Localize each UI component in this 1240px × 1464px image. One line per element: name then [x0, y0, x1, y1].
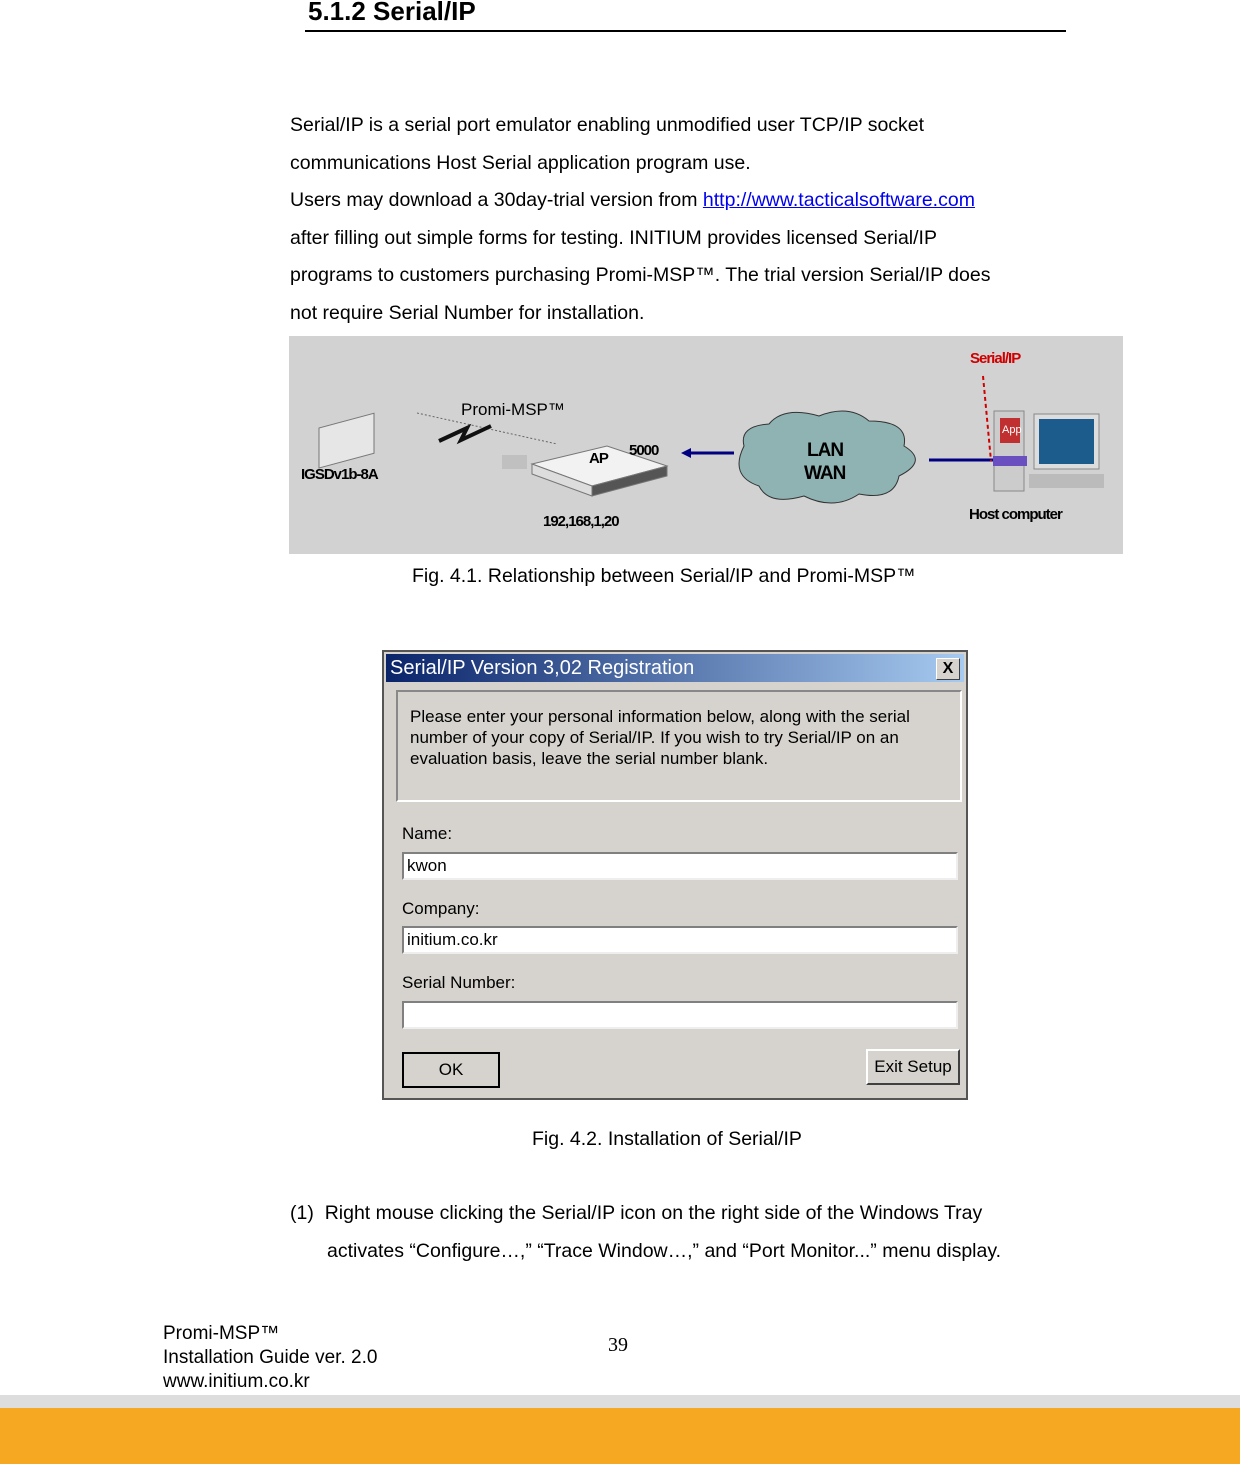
- figure-caption: Fig. 4.2. Installation of Serial/IP: [532, 1128, 802, 1150]
- company-input[interactable]: initium.co.kr: [402, 926, 958, 954]
- serial-number-label: Serial Number:: [402, 973, 516, 992]
- figure-caption: Fig. 4.1. Relationship between Serial/IP and Promi-MSP™: [412, 565, 916, 587]
- footer-guide: Installation Guide ver. 2.0: [163, 1347, 378, 1368]
- intro-line: Serial/IP is a serial port emulator enabling unmodified user TCP/IP socket: [290, 114, 925, 136]
- intro-line: not require Serial Number for installation.: [290, 301, 645, 324]
- app-label: App: [1002, 424, 1022, 436]
- host-computer-icon: [993, 411, 1104, 491]
- dialog-titlebar: [386, 654, 964, 682]
- ap-label: AP: [589, 450, 608, 467]
- footer-band-orange: [0, 1408, 1240, 1464]
- port-label: 5000: [629, 442, 659, 459]
- serialip-pointer: [983, 376, 991, 461]
- dialog-title: Serial/IP Version 3,02 Registration: [390, 657, 695, 679]
- registration-dialog: [382, 650, 968, 1100]
- step-line: activates “Configure…,” “Trace Window…,” and “Port Monitor...” menu display.: [327, 1239, 1002, 1262]
- serial-number-input[interactable]: [402, 1001, 958, 1029]
- section-heading: 5.1.2 Serial/IP: [308, 0, 476, 26]
- tacticalsoftware-link[interactable]: http://www.tacticalsoftware.com: [702, 189, 975, 211]
- step-line: [290, 1195, 1090, 1233]
- lightning-icon: [439, 426, 491, 441]
- step-number: (1): [290, 1202, 314, 1224]
- footer-product: Promi-MSP™: [163, 1323, 280, 1344]
- footer-band-gray: [0, 1395, 1240, 1408]
- serialip-label: Serial/IP: [970, 350, 1021, 367]
- device-label: IGSDv1b-8A: [301, 466, 378, 483]
- footer-site: www.initium.co.kr: [163, 1371, 310, 1392]
- intro-paragraph: [290, 107, 1090, 332]
- intro-line: communications Host Serial application program use.: [290, 151, 751, 174]
- gray-square: [502, 455, 527, 469]
- lan-label: LAN: [807, 440, 844, 461]
- arrow-head: [681, 448, 691, 458]
- step-1: [290, 1195, 1090, 1270]
- network-diagram: [289, 336, 1123, 554]
- heading-rule: [305, 30, 1066, 32]
- ip-label: 192,168,1,20: [543, 513, 619, 530]
- intro-line: after filling out simple forms for testing. INITIUM provides licensed Serial/IP: [290, 226, 937, 249]
- company-label: Company:: [402, 899, 480, 918]
- name-label: Name:: [402, 824, 453, 843]
- info-text: Please enter your personal information below, along with the serial number of your copy of Serial/IP. If you wish to try Serial/IP on an evaluation basis, leave the serial number blank.: [396, 690, 962, 802]
- intro-line: programs to customers purchasing Promi-MSP™. The trial version Serial/IP does: [290, 264, 991, 286]
- page-number: 39: [608, 1334, 628, 1356]
- name-input[interactable]: kwon: [402, 852, 958, 880]
- step-text: Right mouse clicking the Serial/IP icon on the right side of the Windows Tray: [324, 1202, 983, 1224]
- footer: [163, 1322, 377, 1394]
- wan-label: WAN: [804, 463, 846, 484]
- exit-setup-button[interactable]: Exit Setup: [866, 1049, 960, 1085]
- host-label: Host computer: [969, 506, 1062, 523]
- intro-line: [290, 182, 1090, 220]
- promi-msp-label: Promi-MSP™: [461, 400, 565, 419]
- intro-text: Users may download a 30day-trial version from: [290, 189, 703, 211]
- ok-button[interactable]: OK: [402, 1052, 500, 1088]
- serial-device-icon: [319, 413, 374, 468]
- close-button[interactable]: X: [936, 658, 960, 680]
